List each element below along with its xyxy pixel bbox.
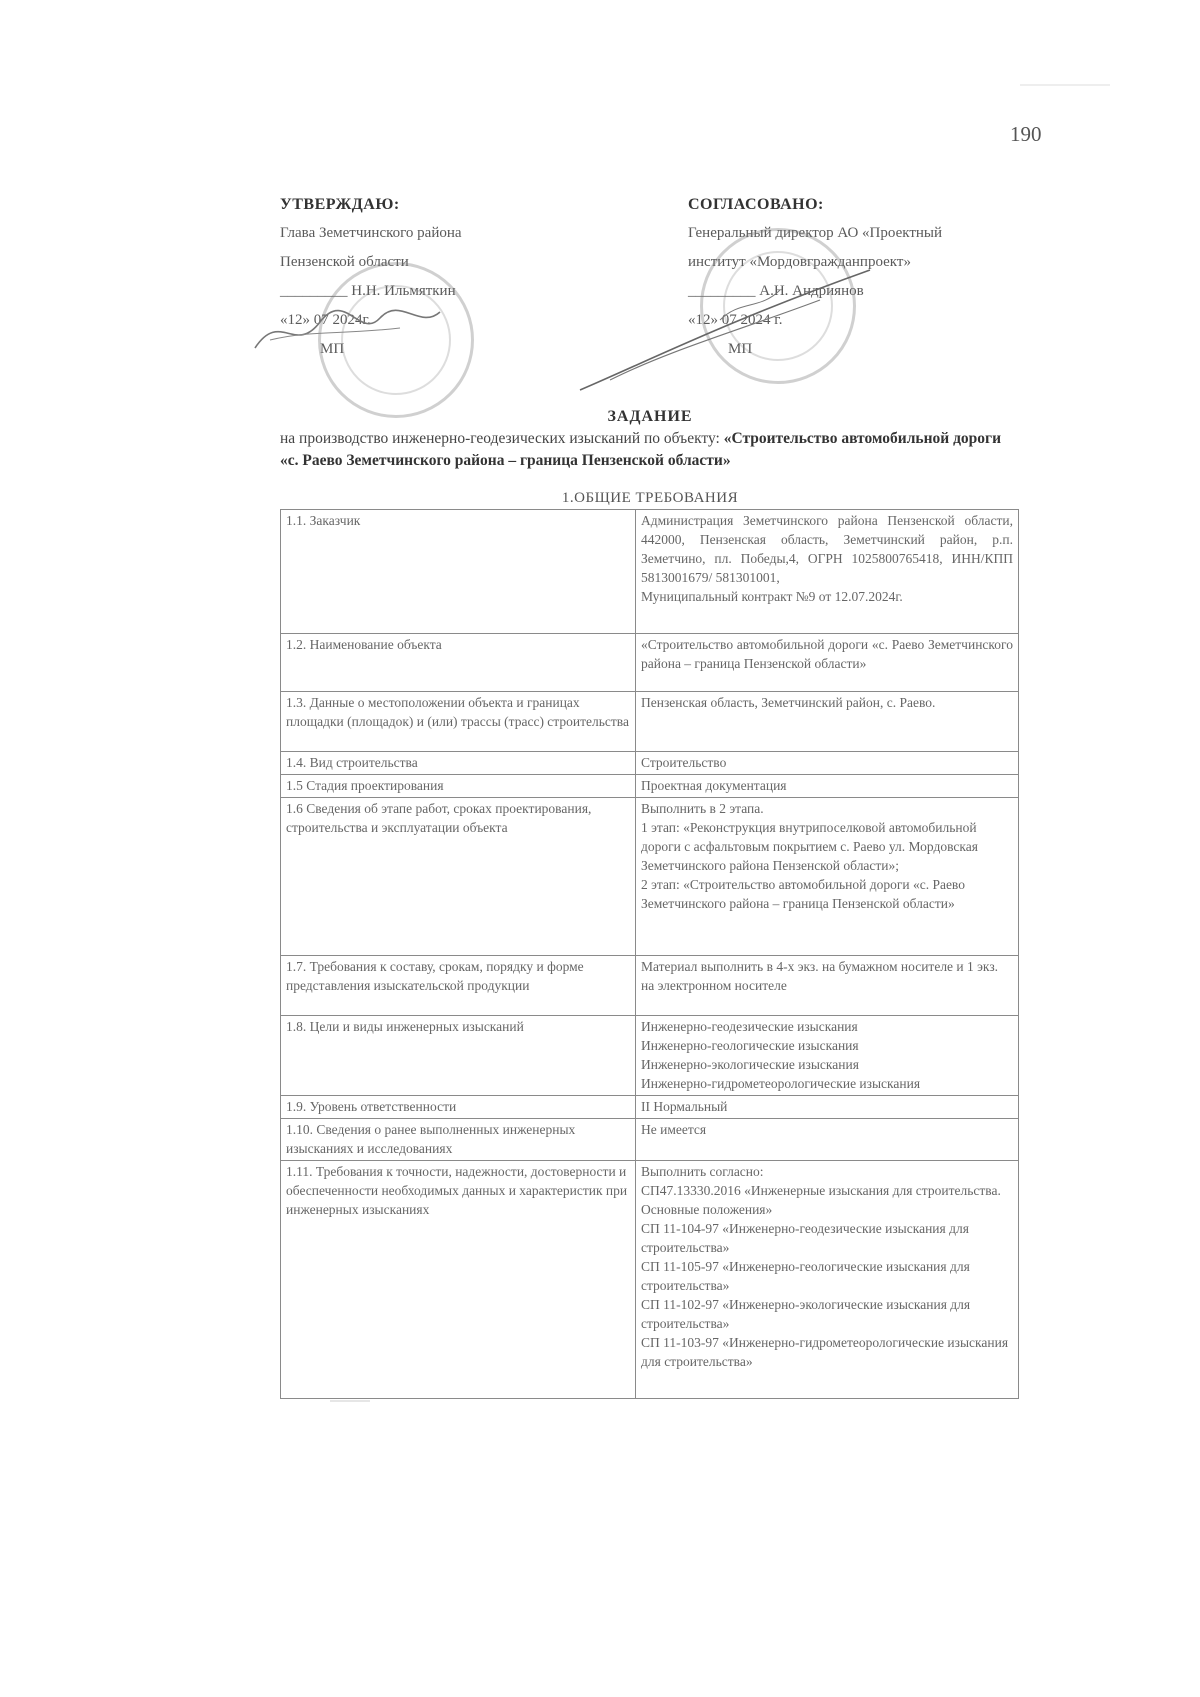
table-row <box>281 1119 1019 1161</box>
row-value: Проектная документация <box>636 775 1019 798</box>
requirements-table <box>280 509 1019 1399</box>
table-row <box>281 1161 1019 1399</box>
table-row <box>281 775 1019 798</box>
title-subtitle-text: на производство инженерно-геодезических изысканий по объекту: <box>280 430 720 447</box>
agreement-signature-line: _________ А.Н. Андриянов <box>688 283 864 299</box>
document-title <box>280 406 1020 472</box>
row-name: 1.11. Требования к точности, надежности, достоверности и обеспеченности необходимых данных и характеристик при инженерных изысканиях <box>281 1161 636 1399</box>
row-name: 1.2. Наименование объекта <box>281 634 636 692</box>
scan-artifact <box>1020 84 1110 86</box>
row-value: II Нормальный <box>636 1096 1019 1119</box>
row-name: 1.4. Вид строительства <box>281 752 636 775</box>
approval-seal-label: МП <box>320 341 345 357</box>
title-subtitle <box>280 428 1020 472</box>
approval-position-line1: Глава Земетчинского района <box>280 225 462 241</box>
row-value-contract: Муниципальный контракт №9 от 12.07.2024г. <box>641 589 903 604</box>
table-row <box>281 956 1019 1016</box>
row-value: Не имеется <box>636 1119 1019 1161</box>
row-value-line: 1 этап: «Реконструкция внутрипоселковой автомобильной дороги с асфальтовым покрытием с. Раево ул. Мордовская Земетчинского района Пензенской области»; <box>641 820 978 873</box>
row-name: 1.9. Уровень ответственности <box>281 1096 636 1119</box>
row-name: 1.10. Сведения о ранее выполненных инженерных изысканиях и исследованиях <box>281 1119 636 1161</box>
row-value: Строительство <box>636 752 1019 775</box>
table-row <box>281 510 1019 634</box>
signature-left <box>250 300 450 360</box>
row-value: Материал выполнить в 4-х экз. на бумажном носителе и 1 экз. на электронном носителе <box>636 956 1019 1016</box>
row-name: 1.6 Сведения об этапе работ, сроках проектирования, строительства и эксплуатации объекта <box>281 798 636 956</box>
row-name: 1.8. Цели и виды инженерных изысканий <box>281 1016 636 1096</box>
table-row <box>281 752 1019 775</box>
table-row <box>281 798 1019 956</box>
row-value-line: Инженерно-геодезические изыскания <box>641 1019 858 1034</box>
signature-right <box>570 260 890 400</box>
row-value-text: Администрация Земетчинского района Пензенской области, 442000, Пензенская область, Земетчинский район, р.п. Земетчино, пл. Победы,4, ОГРН 1025800765418, ИНН/КПП 5813001679/ 581301001, <box>641 513 1013 585</box>
row-value-line: СП 11-103-97 «Инженерно-гидрометеорологические изыскания для строительства» <box>641 1335 1009 1369</box>
table-row <box>281 1016 1019 1096</box>
scan-artifact <box>330 1400 370 1402</box>
row-value <box>636 1016 1019 1096</box>
agreement-heading: СОГЛАСОВАНО: <box>688 196 824 213</box>
row-value-line: СП47.13330.2016 «Инженерные изыскания для строительства. Основные положения» <box>641 1183 1001 1217</box>
agreement-seal-label: МП <box>728 341 753 357</box>
title-main: ЗАДАНИЕ <box>607 408 693 425</box>
row-value-line: Инженерно-гидрометеорологические изыскания <box>641 1076 921 1091</box>
row-value-line: Инженерно-геологические изыскания <box>641 1038 859 1053</box>
agreement-date-line: «12» 07 2024 г. <box>688 312 783 328</box>
approval-heading: УТВЕРЖДАЮ: <box>280 196 400 213</box>
row-name: 1.7. Требования к составу, срокам, порядку и форме представления изыскательской продукции <box>281 956 636 1016</box>
row-value-line: СП 11-105-97 «Инженерно-геологические изыскания для строительства» <box>641 1259 970 1293</box>
row-value: «Строительство автомобильной дороги «с. Раево Земетчинского района – граница Пензенской области» <box>636 634 1019 692</box>
row-value-line: Выполнить согласно: <box>641 1164 764 1179</box>
approval-date-line: «12» 07 2024г. <box>280 312 371 328</box>
row-value <box>636 798 1019 956</box>
agreement-position-line1: Генеральный директор АО «Проектный <box>688 225 943 241</box>
row-value-line: СП 11-104-97 «Инженерно-геодезические изыскания для строительства» <box>641 1221 969 1255</box>
row-name: 1.5 Стадия проектирования <box>281 775 636 798</box>
table-row <box>281 692 1019 752</box>
row-value-line: Инженерно-экологические изыскания <box>641 1057 859 1072</box>
approval-signature-line: _________ Н.Н. Ильмяткин <box>280 283 456 299</box>
row-value-line: СП 11-102-97 «Инженерно-экологические изыскания для строительства» <box>641 1297 971 1331</box>
table-row <box>281 634 1019 692</box>
row-value-line: Выполнить в 2 этапа. <box>641 801 764 816</box>
approval-position-line2: Пензенской области <box>280 254 409 270</box>
row-value <box>636 1161 1019 1399</box>
section-title: 1.ОБЩИЕ ТРЕБОВАНИЯ <box>561 490 739 506</box>
row-value-line: 2 этап: «Строительство автомобильной дороги «с. Раево Земетчинского района – граница Пензенской области» <box>641 877 965 911</box>
title-object-name: «Строительство автомобильной дороги «с. Раево Земетчинского района – граница Пензенской области» <box>280 430 1002 469</box>
row-value <box>636 510 1019 634</box>
row-name: 1.3. Данные о местоположении объекта и границах площадки (площадок) и (или) трассы (трасс) строительства <box>281 692 636 752</box>
row-value: Пензенская область, Земетчинский район, с. Раево. <box>636 692 1019 752</box>
agreement-position-line2: институт «Мордовгражданпроект» <box>688 254 911 270</box>
row-name: 1.1. Заказчик <box>281 510 636 634</box>
table-row <box>281 1096 1019 1119</box>
page-number: 190 <box>1010 122 1042 146</box>
